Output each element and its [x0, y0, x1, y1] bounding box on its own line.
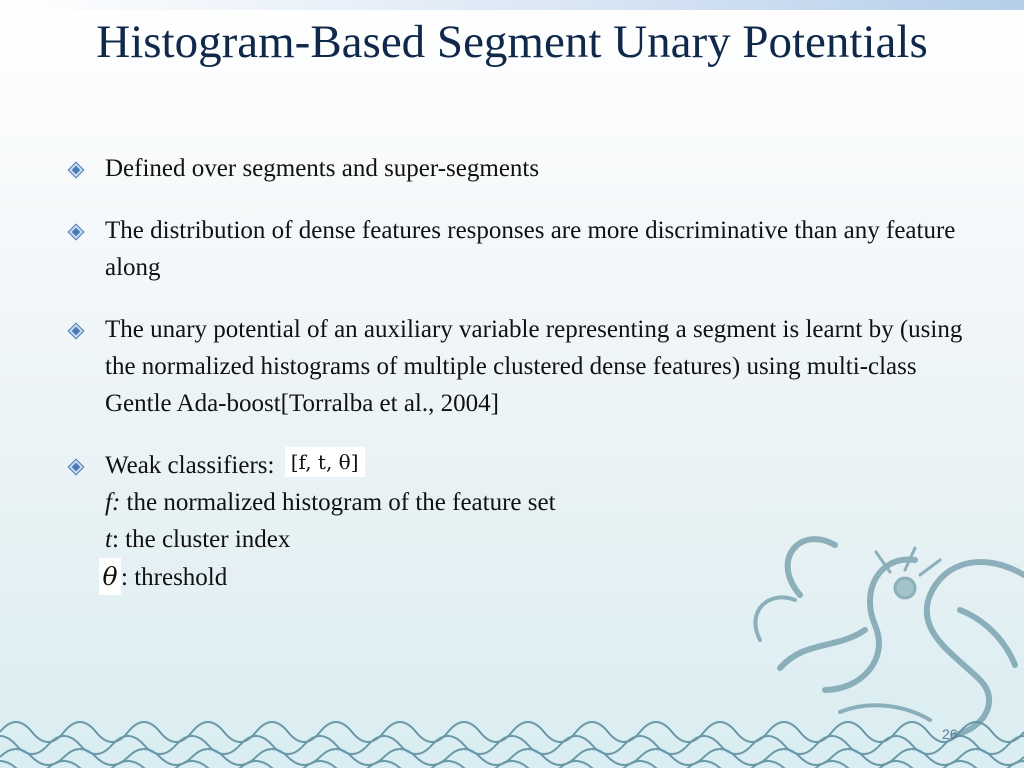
weak-classifiers-label: Weak classifiers:	[105, 452, 275, 479]
bullet-text: The distribution of dense features responses are more discriminative than any feature along	[105, 217, 956, 281]
page-number: 26	[942, 726, 958, 742]
definition-t-text: : the cluster index	[111, 526, 291, 553]
symbol-f: f:	[105, 489, 121, 516]
wave-pattern-border	[0, 722, 1024, 768]
bullet-text: The unary potential of an auxiliary variable representing a segment is learnt by (using the normalized histograms of multiple clustered dense features) using multi-class Gentle Ada-boost[Torralba et al., 2004]	[105, 316, 963, 417]
dragon-illustration	[755, 539, 1024, 735]
symbol-t: t	[105, 526, 112, 553]
symbol-theta: θ	[99, 558, 121, 595]
definition-theta-text: : threshold	[121, 564, 228, 591]
bullet-text: Defined over segments and super-segments	[105, 155, 540, 182]
definition-f-text: the normalized histogram of the feature set	[120, 489, 556, 516]
slide-title: Histogram-Based Segment Unary Potentials	[96, 16, 928, 68]
classifier-formula: [f, t, θ]	[285, 447, 365, 477]
